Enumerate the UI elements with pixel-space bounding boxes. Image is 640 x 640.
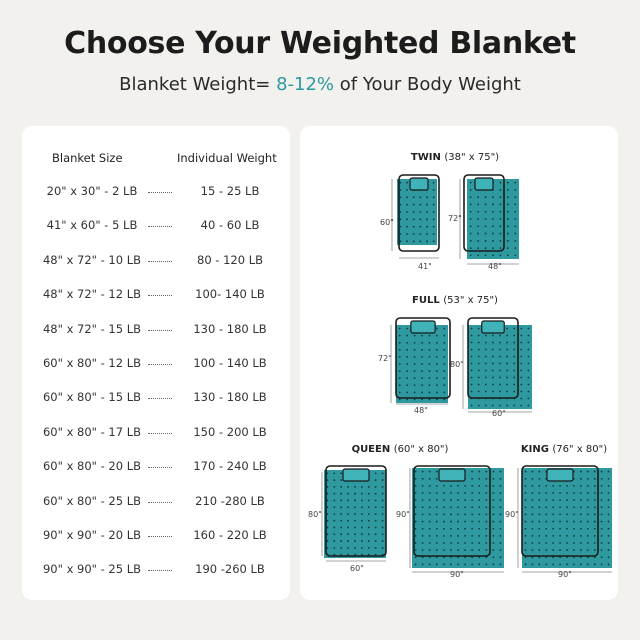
twin-large-bed-pillow (475, 178, 493, 190)
full-large-blanket (468, 325, 532, 409)
queen-large-width: 90" (450, 570, 464, 579)
row-dots (148, 502, 172, 503)
queen-large-bed-pillow (439, 469, 465, 481)
queen-small-bed-pillow (343, 469, 369, 481)
row-dots (148, 433, 172, 434)
table-row (22, 253, 290, 273)
row-dots (148, 570, 172, 571)
bed-label-twin: TWIN (38" x 75") (410, 152, 500, 163)
blanket-size-cell: 60" x 80" - 17 LB (42, 424, 141, 439)
full-small-bed-pillow (411, 321, 435, 333)
full-small-height: 72" (378, 354, 392, 363)
table-row (22, 218, 290, 238)
bed-label-queen: QUEEN (60" x 80") (351, 444, 449, 455)
page-title: Choose Your Weighted Blanket (64, 26, 576, 61)
full-large-bed-pillow (482, 321, 505, 333)
blanket-size-cell: 60" x 80" - 12 LB (42, 356, 141, 370)
page-subtitle (0, 74, 640, 95)
row-dots (148, 398, 172, 399)
table-row (22, 528, 290, 548)
blanket-size-cell: 48" x 72" - 10 LB (42, 252, 141, 267)
column-header-weight: Individual Weight (177, 151, 277, 165)
subtitle-percentage: 8-12% (276, 74, 335, 95)
individual-weight-cell: 40 - 60 LB (200, 218, 260, 233)
row-dots (148, 261, 172, 262)
full-small-width: 48" (414, 406, 428, 415)
row-dots (148, 192, 172, 193)
twin-large-width: 48" (488, 262, 502, 271)
queen-small-width: 60" (350, 564, 364, 573)
individual-weight-cell: 130 - 180 LB (193, 321, 267, 336)
individual-weight-cell: 15 - 25 LB (200, 184, 260, 198)
row-dots (148, 330, 172, 331)
king-bed-pillow (547, 469, 573, 481)
twin-large-height: 72" (448, 214, 462, 223)
individual-weight-cell: 150 - 200 LB (193, 424, 267, 439)
table-row (22, 390, 290, 410)
blanket-size-cell: 60" x 80" - 20 LB (42, 459, 141, 474)
blanket-size-cell: 20" x 30" - 2 LB (46, 184, 138, 198)
column-header-size: Blanket Size (52, 151, 123, 165)
individual-weight-cell: 100- 140 LB (195, 287, 265, 302)
row-dots (148, 364, 172, 365)
table-row (22, 184, 290, 204)
blanket-size-cell: 48" x 72" - 12 LB (42, 287, 141, 302)
bed-label-king: KING (76" x 80") (520, 444, 608, 455)
individual-weight-cell: 160 - 220 LB (193, 528, 267, 542)
full-large-height: 80" (450, 360, 464, 369)
blanket-size-cell: 60" x 80" - 15 LB (42, 390, 141, 405)
queen-small-height: 80" (308, 510, 322, 519)
queen-large-height: 90" (396, 510, 410, 519)
individual-weight-cell: 100 - 140 LB (193, 356, 267, 370)
table-row (22, 356, 290, 376)
weight-table-panel (22, 126, 290, 600)
king-height: 90" (505, 510, 519, 519)
table-row (22, 494, 290, 514)
individual-weight-cell: 130 - 180 LB (193, 390, 267, 405)
blanket-size-cell: 90" x 90" - 20 LB (42, 528, 141, 542)
table-row (22, 459, 290, 479)
table-row (22, 287, 290, 307)
row-dots (148, 467, 172, 468)
row-dots (148, 226, 172, 227)
full-large-width: 60" (492, 409, 506, 418)
twin-small-height: 60" (380, 218, 394, 227)
twin-small-width: 41" (418, 262, 432, 271)
king-width: 90" (558, 570, 572, 579)
individual-weight-cell: 80 - 120 LB (197, 252, 263, 267)
table-row (22, 562, 290, 582)
table-row (22, 425, 290, 445)
blanket-size-cell: 60" x 80" - 25 LB (42, 493, 141, 508)
twin-small-bed-pillow (410, 178, 428, 190)
row-dots (148, 295, 172, 296)
blanket-size-cell: 48" x 72" - 15 LB (42, 321, 141, 336)
blanket-size-cell: 41" x 60" - 5 LB (46, 218, 138, 233)
individual-weight-cell: 190 -260 LB (195, 562, 265, 577)
blanket-size-cell: 90" x 90" - 25 LB (42, 562, 141, 577)
table-row (22, 322, 290, 342)
subtitle-suffix: of Your Body Weight (334, 74, 521, 95)
individual-weight-cell: 170 - 240 LB (193, 459, 267, 474)
individual-weight-cell: 210 -280 LB (195, 493, 265, 508)
row-dots (148, 536, 172, 537)
bed-label-full: FULL (53" x 75") (412, 295, 498, 306)
bed-size-panel (300, 126, 618, 600)
subtitle-prefix: Blanket Weight= (119, 74, 277, 95)
